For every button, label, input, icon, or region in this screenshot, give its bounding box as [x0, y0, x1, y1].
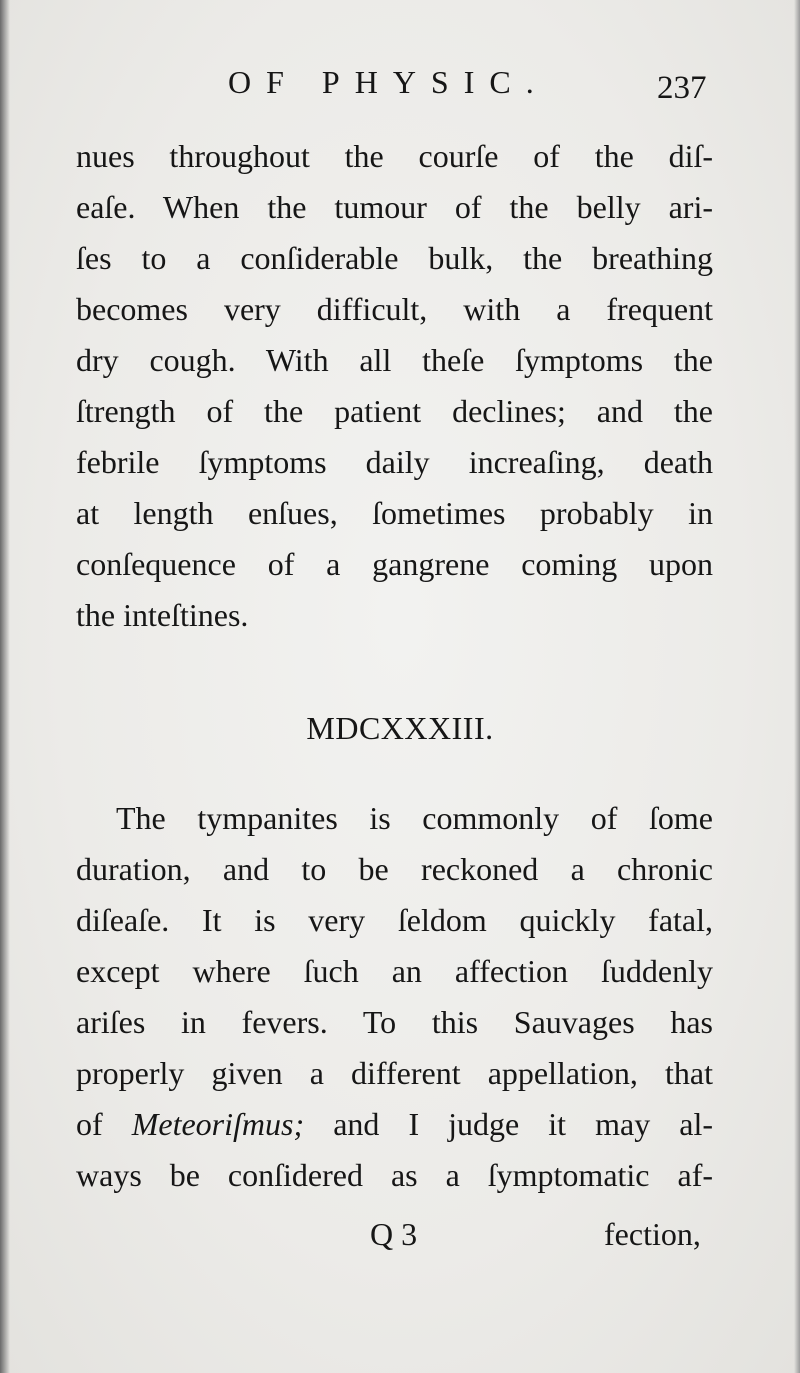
text-line: conſequence of a gangrene coming upon — [76, 546, 713, 582]
text-line: becomes very difficult, with a frequent — [76, 291, 713, 327]
text-line: febrile ſymptoms daily increaſing, death — [76, 444, 713, 480]
text-line: the inteſtines. — [76, 597, 249, 633]
text-line: eaſe. When the tumour of the belly ari- — [76, 189, 713, 225]
text-line-with-italic — [76, 1104, 713, 1144]
signature-mark: Q 3 — [370, 1216, 418, 1252]
text-line: diſeaſe. It is very ſeldom quickly fatal, — [76, 902, 713, 938]
text-line: nues throughout the courſe of the diſ- — [76, 138, 713, 174]
text-line: ſes to a conſiderable bulk, the breathing — [76, 240, 713, 276]
italic-term: Meteoriſmus; — [131, 1106, 305, 1142]
text-line: duration, and to be reckoned a chronic — [76, 851, 713, 887]
text-line: properly given a different appellation, that — [76, 1055, 713, 1091]
page-number: 237 — [657, 70, 707, 106]
text-line: at length enſues, ſometimes probably in — [76, 495, 713, 531]
text-segment: and I judge it may al- — [333, 1106, 713, 1142]
text-line: ariſes in fevers. To this Sauvages has — [76, 1004, 713, 1040]
text-line: except where ſuch an affection ſuddenly — [76, 953, 713, 989]
text-line: The tympanites is commonly of ſome — [116, 800, 713, 836]
catchword: fection, — [604, 1216, 701, 1252]
running-title: OF PHYSIC. — [228, 64, 549, 100]
section-heading: MDCXXXIII. — [306, 710, 494, 746]
text-line: dry cough. With all theſe ſymptoms the — [76, 342, 713, 378]
page-edge — [794, 0, 800, 1373]
text-line: ſtrength of the patient declines; and the — [76, 393, 713, 429]
text-line: ways be conſidered as a ſymptomatic af- — [76, 1157, 713, 1193]
gutter-shadow — [0, 0, 10, 1373]
text-segment: of — [76, 1106, 103, 1142]
